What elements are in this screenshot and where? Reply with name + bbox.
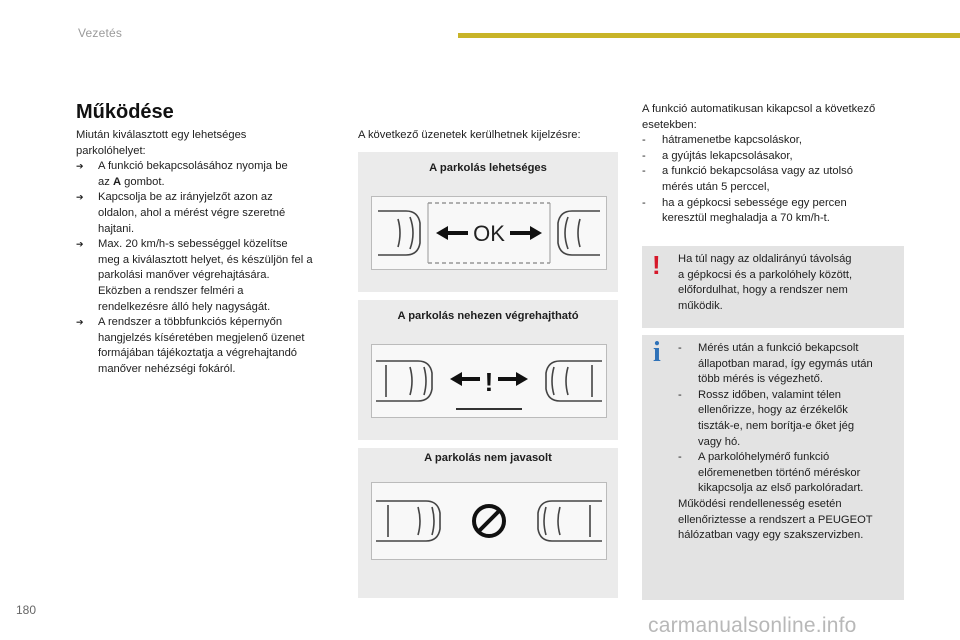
arrow-bullet-icon: ➔ (76, 161, 84, 172)
page-number: 180 (16, 603, 37, 617)
list-item: ➔ A funkció bekapcsolásához nyomja be az A gombot. (76, 160, 288, 188)
ok-symbol: OK (473, 221, 505, 246)
section-header: Vezetés (78, 26, 123, 40)
parked-car-left-icon (376, 501, 440, 541)
column-deactivation: A funkció automatikusan kikapcsol a következő esetekben: - hátramenetbe kapcsoláskor, - a gyújtás lekapcsolásakor, - a funkció bekapcsolása vagy az utolsó mérés után 5 perccel, - ha a gépkocsi sebessége egy percen keresztül meghaladja a 70 km/h-t. (642, 102, 912, 227)
list-item: ➔ A rendszer a többfunkciós képernyőn hangjelzés kíséretében megjelenő üzenet formájában tájékoztatja a végrehajtandó manőver nehézségi fokáról. (76, 316, 305, 375)
list-item: - Rossz időben, valamint télen ellenőrizze, hogy az érzékelők tiszták-e, nem borítja-e őket jég vagy hó. (678, 388, 855, 448)
arrow-left-icon (450, 372, 480, 386)
parked-car-left-icon (376, 361, 432, 401)
list-item: - A parkolóhelymérő funkció előremenetben történő méréskor kikapcsolja az első parkolóradart. (678, 451, 864, 495)
arrow-right-icon (498, 372, 528, 386)
parked-car-right-icon (538, 501, 602, 541)
diagram-parking-not-recommended (371, 482, 607, 560)
diagram-parking-difficult (371, 344, 607, 418)
messages-intro: A következő üzenetek kerülhetnek kijelzésre: (358, 129, 581, 141)
parked-car-right-icon (558, 211, 600, 255)
prohibited-icon (474, 506, 504, 536)
parked-car-left-icon (378, 211, 420, 255)
list-item: ➔ Max. 20 km/h-s sebességgel közelítse meg a kiválasztott helyet, és készüljön fel a parkolási manőver végrehajtására. Eközben a rendszer felméri a rendelkezésre álló hely nagyságát. (76, 238, 313, 313)
header-accent-rule (458, 33, 960, 38)
parked-car-right-icon (546, 361, 602, 401)
arrow-bullet-icon: ➔ (76, 317, 84, 328)
list-item: - a gyújtás lekapcsolásakor, (642, 149, 793, 162)
arrow-right-icon (510, 226, 542, 240)
list-item: - ha a gépkocsi sebessége egy percen keresztül meghaladja a 70 km/h-t. (642, 196, 847, 225)
arrow-left-icon (436, 226, 468, 240)
watermark: carmanualsonline.info (648, 614, 857, 637)
list-item: - hátramenetbe kapcsoláskor, (642, 134, 802, 147)
info-text: - Mérés után a funkció bekapcsolt állapotban marad, így egymás után több mérés is végezhető. - Rossz időben, valamint télen ellenőrizze, hogy az érzékelők tiszták-e, nem borítja-e őket jég vagy hó. - A parkolóhelymérő funkció előremenetben történő méréskor kikapcsolja az első parkolóradart. Működési rendellenesség esetén ellenőriztesse a rendszert a PEUGEOT hálózatban vagy egy szakszervizben. (678, 341, 900, 544)
info-icon: i (653, 337, 661, 368)
arrow-bullet-icon: ➔ (76, 239, 84, 250)
caption-possible: A parkolás lehetséges (429, 162, 547, 174)
list-item: - a funkció bekapcsolása vagy az utolsó mérés után 5 perccel, (642, 165, 853, 193)
caption-difficult: A parkolás nehezen végrehajtható (397, 310, 579, 322)
exclamation-symbol: ! (484, 367, 494, 397)
column-instructions (76, 128, 342, 378)
arrow-bullet-icon: ➔ (76, 192, 84, 203)
caption-not-recommended: A parkolás nem javasolt (424, 452, 552, 464)
section-title: Működése (76, 101, 174, 123)
warning-text: Ha túl nagy az oldalirányú távolság a gépkocsi és a parkolóhely között, előfordulhat, hogy a rendszer nem működik. (678, 253, 853, 312)
list-item: - Mérés után a funkció bekapcsolt állapotban marad, így egymás után több mérés is végezhető. (678, 342, 873, 386)
intro-text: Miután kiválasztott egy lehetséges parkolóhelyet: (76, 129, 247, 157)
diagram-parking-possible (371, 196, 607, 270)
warning-icon: ! (652, 250, 661, 280)
list-item: ➔ Kapcsolja be az irányjelzőt azon az oldalon, ahol a mérést végre szeretné hajtani. (76, 191, 286, 235)
